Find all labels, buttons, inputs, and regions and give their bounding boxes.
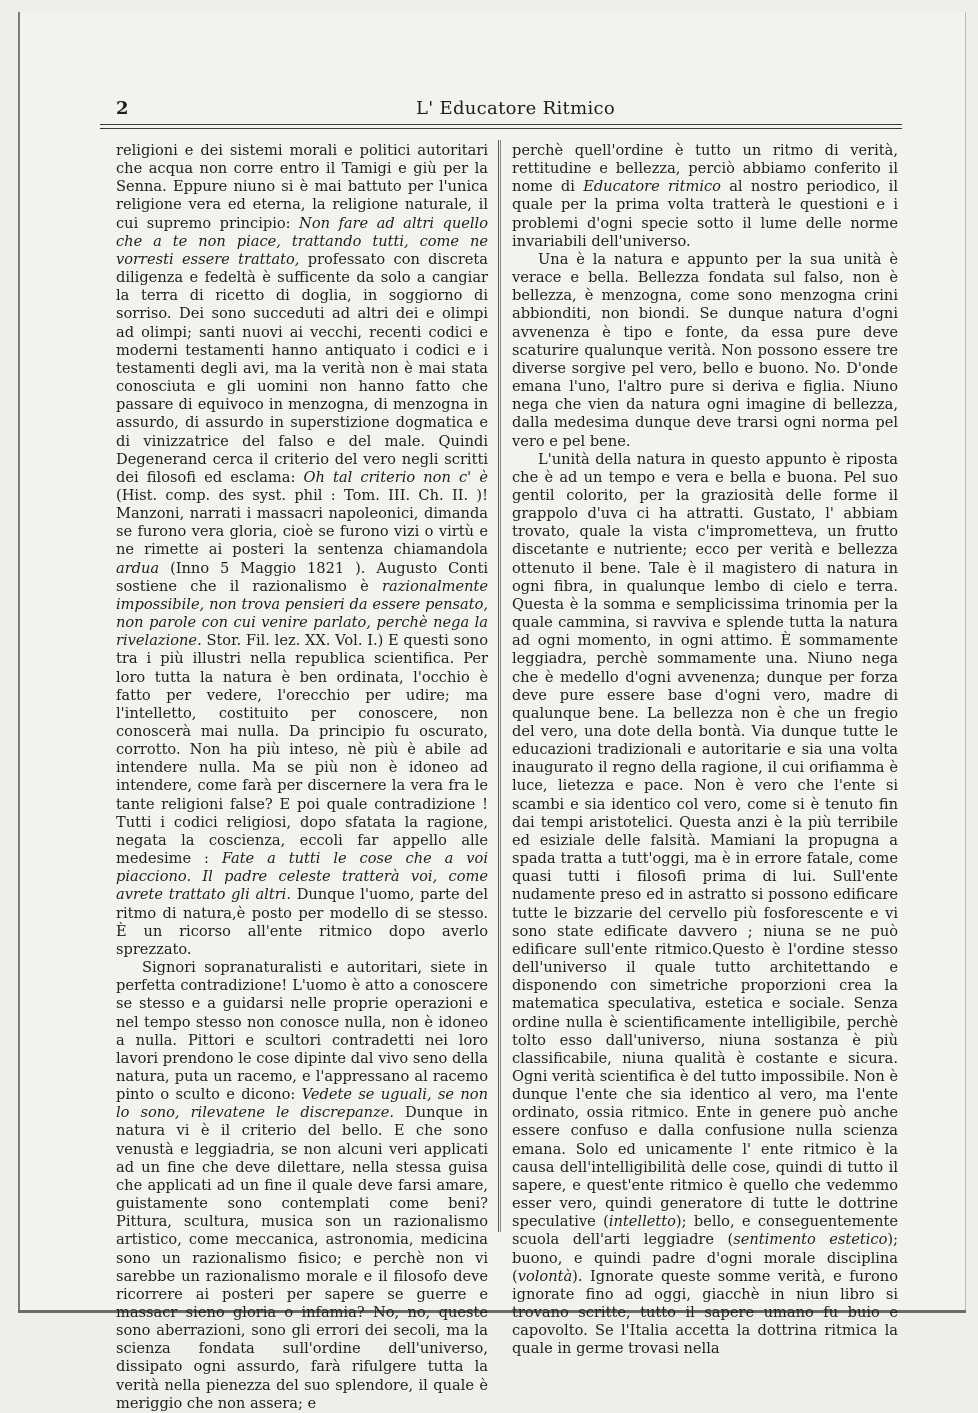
text-run: al nostro periodico, il quale per la prima volta tratterà le questioni e i problemi d'ogni specie sotto il lume delle norme invariabili dell'universo. (512, 178, 898, 250)
italic-text: Vedete se uguali, se non lo sono, rilevatene le discrepanze. (116, 1086, 488, 1122)
text-run: Dunque in natura vi è il criterio del bello. E che sono venustà e leggiadria, se non alcuni veri applicati ad un fine che deve dilettare, nella stessa guisa che applicati ad un fine il quale deve farsi amare, guistamente sono contemplati come beni? Pittura, scultura, musica son un razionalismo artistico, come meccanica, astronomia, medicina sono un razionalismo fisico; e perchè non vi sarebbe un razionalismo morale e il filosofo deve ricorrere ai posteri per sapere se guerre e massacr sieno gloria o infamia? No, no, queste sono aberrazioni, sono gli errori dei secoli, ma la scienza fondata sull'ordine dell'universo, dissipato ogni assurdo, farà rifulgere tutta la verità nella pienezza del suo splendore, il quale è meriggio che non assera; e (116, 1104, 488, 1412)
text-run: (Hist. comp. des syst. phil : Tom. III. Ch. II. )! Manzoni, narrati i massacri napoleonici, dimanda se furono vera gloria, cioè se furono vizi o virtù e ne rimette ai posteri la sentenza chiamandola (116, 486, 488, 559)
header-rule (100, 124, 902, 125)
text-run: L'unità della natura in questo appunto è riposta che è ad un tempo e vera e bella e buona. Pel suo gentil colorito, per la graziosità delle forme il grappolo d'uva ci ha attratti. Gustato, l' abbiam trovato, quale la vista c'imprometteva, un frutto discetante e nutriente; ecco per verità e bellezza ottenuto il bene. Tale è il magistero di natura in ogni fibra, in qualunque lembo di cielo e terra. Questa è la somma e semplicissima trinomia per la quale cammina, si ravviva e splende tutta la natura ad ogni momento, in ogni attimo. È sommamente leggiadra, perchè sommamente una. Niuno nega che è medello d'ogni avvenenza; dunque per forza deve pure essere base d'ogni vero, madre di qualunque bene. La bellezza non è che un fregio del vero, una dote della bontà. Via dunque tutte le educazioni tradizionali e autoritarie e sia una volta inaugurato il regno della ragione, il cui orifiamma è luce, lietezza e pace. Non è vero che l'ente si scambi e sia identico col vero, come si è tenuto fin dai tempi aristotelici. Questa anzi è la più terribile ed esiziale delle falsità. Mamiani la propugna a spada tratta a tutt'oggi, ma è in errore fatale, come quasi tutti i filosofi prima di lui. Sull'ente nudamente preso ed in astratto si possono edificare tutte le bizzarie del cervello più fosforescente e vi sono state edificate davvero ; niuna se ne può edificare sull'ente ritmico.Questo è l'ordine stesso dell'universo il quale tutto architettando e disponendo con simetriche proporzioni crea la matematica speculativa, estetica e sociale. Senza ordine nulla è scientificamente intelligibile, perchè tolto esso dall'universo, niuna sostanza è più classificabile, niuna qualità è costante e sicura. Ogni verità scientifica è del tutto impossibile. Non è dunque l'ente che sia identico al vero, ma l'ente ordinato, ossia ritmico. Ente in genere può anche essere confuso e dalla confusione nulla scienza emana. Solo ed unicamente l' ente ritmico è la causa dell'intelligibilità delle cose, quindi di tutto il sapere, e quest'ente ritmico è quello che vedemmo esser vero, quindi generatore di tutte le dottrine speculative ( (512, 450, 898, 1231)
column-divider (498, 140, 499, 1232)
text-run: ); buono, e quindi padre d'ogni morale disciplina ( (512, 1231, 899, 1285)
paragraph (512, 451, 898, 1359)
text-run: (Inno 5 Maggio 1821 ). Augusto Conti sostiene che il razionalismo è (116, 559, 488, 595)
italic-text: Non fare ad altri quello che a te non piace, trattando tutti, come ne vorresti essere trattato, (116, 214, 488, 268)
italic-text: ardua (116, 559, 160, 577)
text-run: perchè quell'ordine è tutto un ritmo di verità, rettitudine e bellezza, perciò abbiamo conferito il nome di (512, 142, 898, 196)
italic-text: volontà (517, 1267, 573, 1285)
running-title: L' Educatore Ritmico (416, 98, 616, 119)
text-run: Dunque l'uomo, parte del ritmo di natura,è posto per modello di se stesso. È un ricorso all'ente ritmico dopo averlo sprezzato. (116, 886, 488, 958)
page-header (96, 92, 904, 122)
italic-text: razionalmente impossibile, non trova pensieri da essere pensato, non parole con cui venire parlato, perchè nega la rivelazione. (116, 577, 488, 650)
italic-text: sentimento estetico (733, 1231, 888, 1249)
text-run: ); bello, e conseguentemente scuola dell'arti leggiadre ( (512, 1213, 898, 1249)
paragraph (116, 959, 488, 1413)
text-run: professato con discreta diligenza e fedeltà è sufficente da solo a cangiar la terra di ricetto di doglia, in soggiorno di sorriso. Dei sono succeduti ad altri dei e olimpi ad olimpi; santi nuovi ai vecchi, recenti codici e moderni testamenti hanno antiquato i codici e i testamenti degli avi, ma la verità non è mai stata conosciuta e gli uomini non hanno fatto che passare di equivoco in menzogna, di menzogna in assurdo, di assurdo in superstizione dogmatica e di vinizzatrice del falso e del male. Quindi Degenerand cerca il criterio del vero negli scritti dei filosofi ed esclama: (116, 250, 488, 486)
italic-text: intelletto (608, 1213, 676, 1231)
header-rule-double (100, 128, 902, 129)
text-run: Signori sopranaturalisti e autoritari, siete in perfetta contradizione! L'uomo è atto a conoscere se stesso e a guidarsi nelle proprie operazioni e nel tempo stesso non conosce nulla, non è idoneo a nulla. Pittori e scultori contradetti nei loro lavori prendono le cose dipinte dal vivo seno della natura, puta un racemo, e l'appressano al racemo pinto o sculto e dicono: (116, 959, 488, 1104)
italic-text: Fate a tutti le cose che a voi piacciono. Il padre celeste tratterà voi, come avrete trattato gli altri. (116, 850, 489, 904)
page-number: 2 (116, 98, 129, 119)
italic-text: Educatore ritmico (583, 178, 721, 196)
text-run: Stor. Fil. lez. XX. Vol. I.) E questi sono tra i più illustri nella republica scientifica. Per loro tutta la natura è ben ordinata, l'occhio è fatto per vedere, l'orecchio per udire; ma l'intelletto, costituito per conoscere, non conoscerà mai nulla. Da principio fu oscurato, corrotto. Non ha più inteso, nè più è abile ad intendere nulla. Ma se più non è idoneo ad intendere, come farà per discernere la vera fra le tante religioni false? E poi quale contradizione ! Tutti i codici religiosi, dopo sfatata la ragione, negata la coscienza, eccoli far appello alle medesime : (116, 632, 488, 868)
text-run: Una è la natura e appunto per la sua unità è verace e bella. Bellezza fondata sul falso, non è bellezza, è menzogna, come sono menzogna crini abbionditi, non biondi. Se dunque natura d'ogni avvenenza è tipo e fonte, da essa pure deve scaturire qualunque verità. Non possono essere tre diverse sorgive pel vero, bello e buono. No. D'onde emana l'uno, l'altro pure si deriva e figlia. Niuno nega che vien da natura ogni imagine di bellezza, dalla medesima dunque deve trarsi ogni norma pel vero e pel bene. (512, 250, 898, 450)
column-divider-inner (500, 140, 501, 1232)
paragraph (116, 142, 488, 959)
text-run: religioni e dei sistemi morali e politici autoritari che acqua non corre entro il Tamigi e giù per la Senna. Eppure niuno si è mai battuto per l'unica religione vera ed eterna, la religione naturale, il cui supremo principio: (116, 142, 488, 232)
left-column (116, 142, 488, 1413)
text-run: ). Ignorate queste somme verità, e furono ignorate fino ad oggi, giacchè in niun libro si trovano scritte, tutto il sapere umano fu buio e capovolto. Se l'Italia accetta la dottrina ritmica la quale in germe trovasi nella (512, 1267, 898, 1358)
right-column (512, 142, 898, 1358)
paragraph (512, 142, 898, 251)
italic-text: Oh tal criterio non c' è (303, 468, 488, 486)
paragraph (512, 251, 898, 451)
